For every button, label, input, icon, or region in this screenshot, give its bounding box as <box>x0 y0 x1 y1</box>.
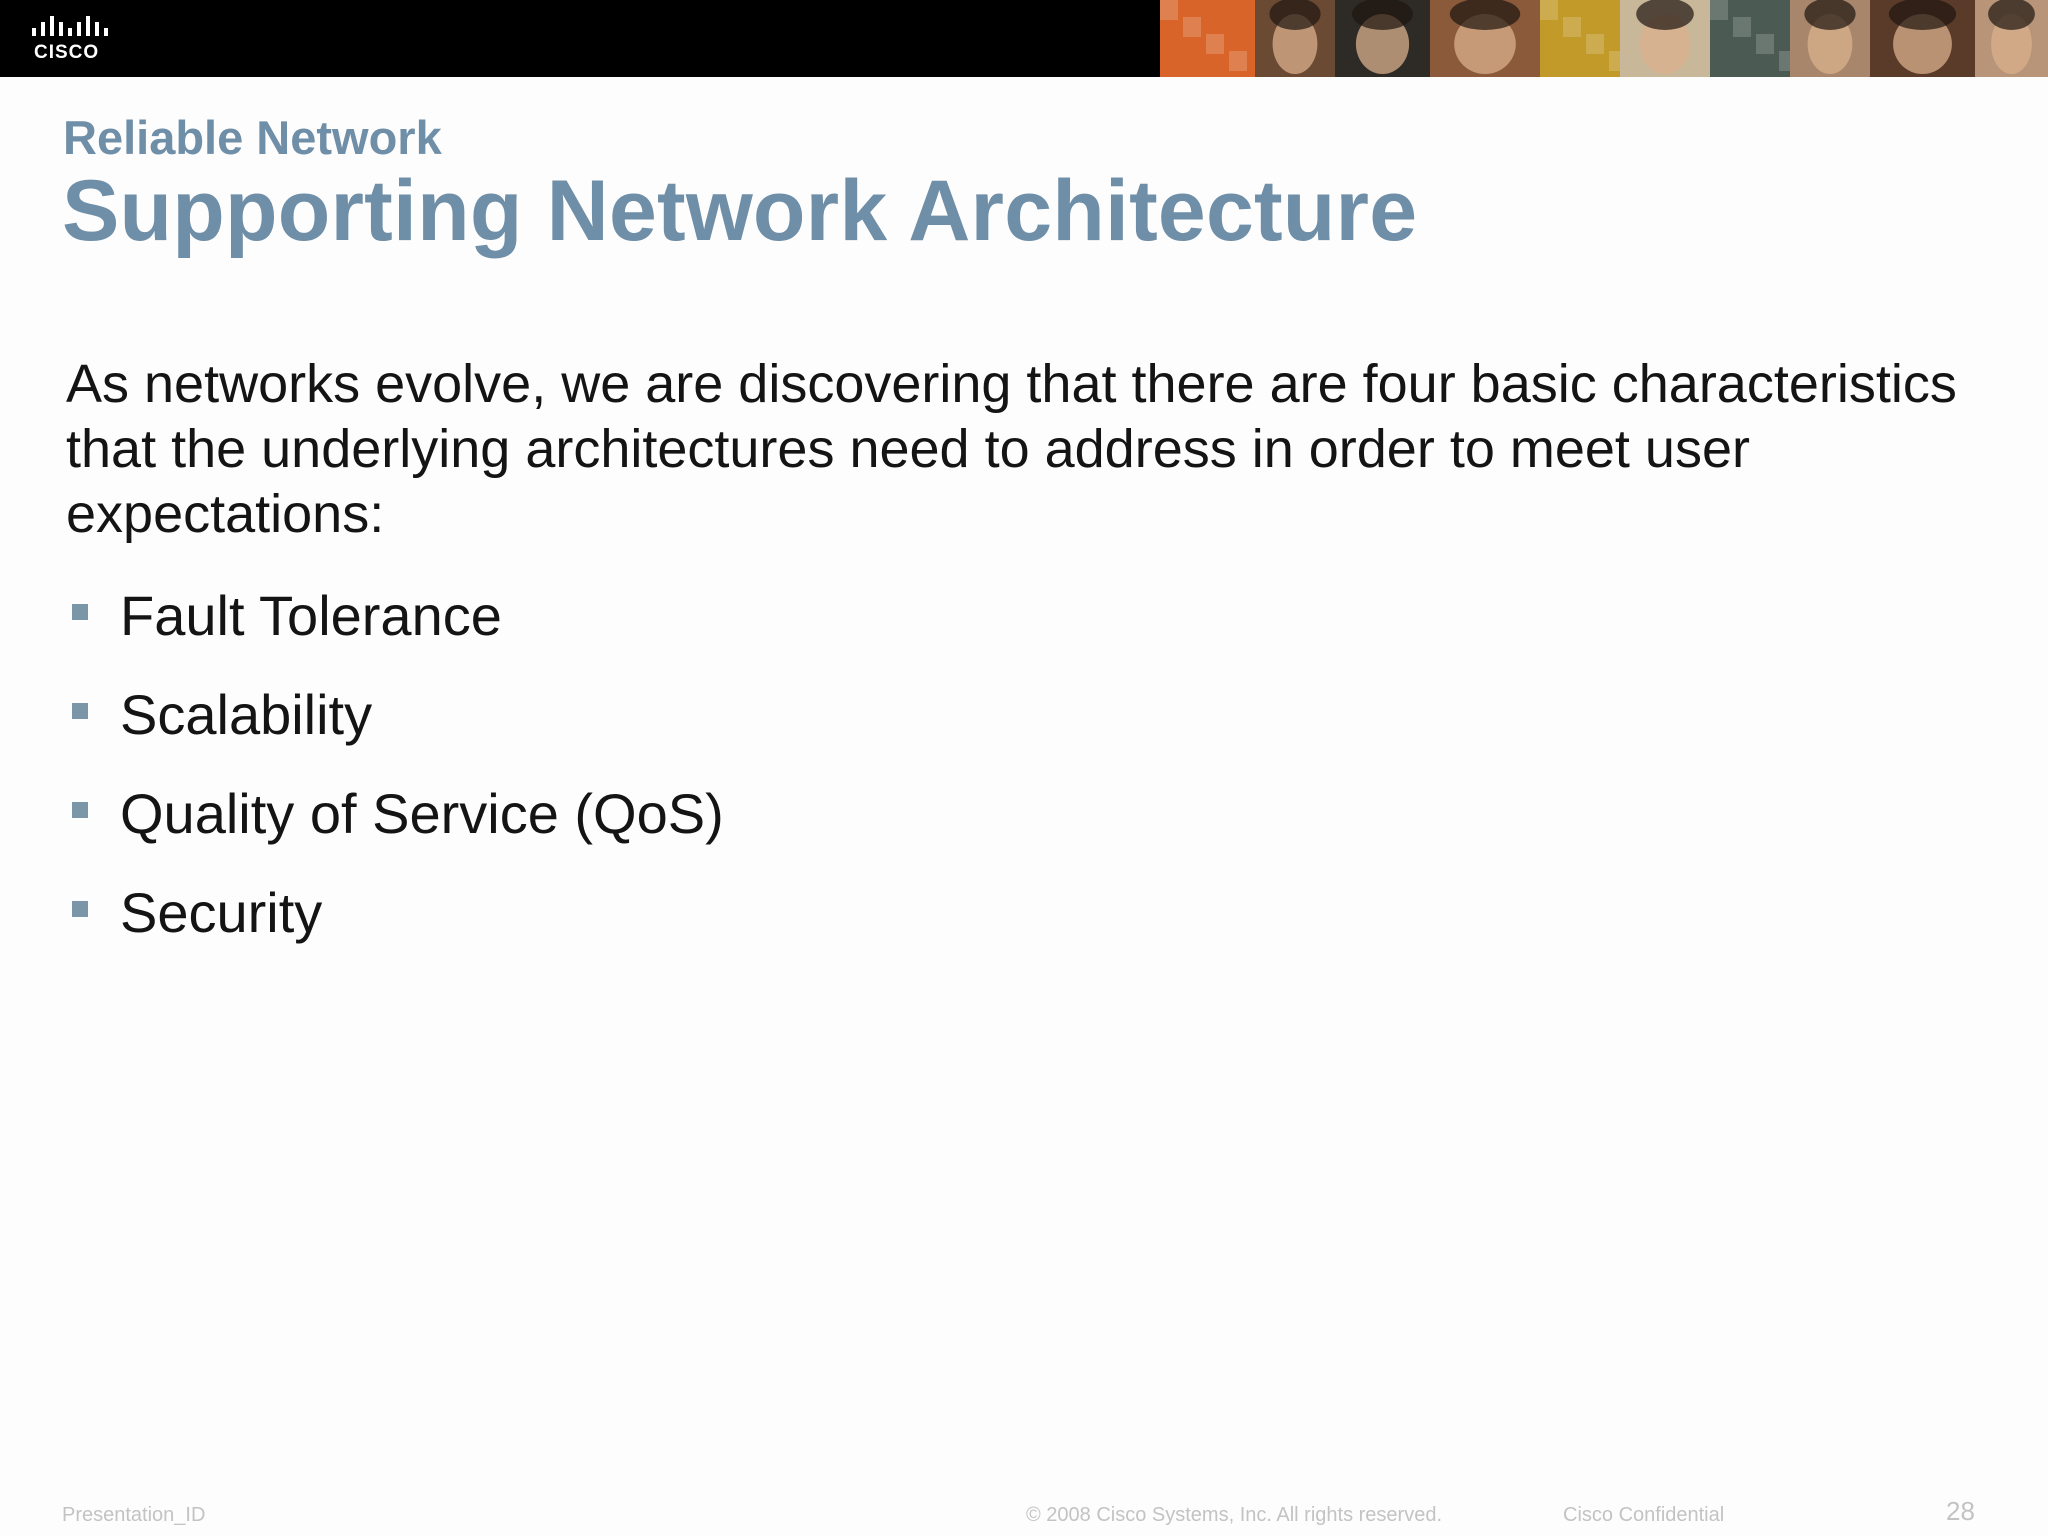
square-bullet-icon <box>72 604 88 620</box>
slide-intro-paragraph: As networks evolve, we are discovering that there are four basic characteristics that the underlying architectures need to address in order to meet user expectations: <box>66 354 1957 544</box>
bullet-text: Fault Tolerance <box>120 584 502 647</box>
woman-headscarf-photo <box>1620 0 1710 77</box>
slide-title: Supporting Network Architecture <box>62 163 1418 259</box>
bullet-text: Security <box>120 881 323 944</box>
abstract-orange-photo <box>1160 0 1255 77</box>
footer-copyright: © 2008 Cisco Systems, Inc. All rights reserved. <box>1026 1504 1443 1526</box>
cisco-logo <box>30 14 116 62</box>
young-man-portrait-photo <box>1430 0 1540 77</box>
bullet-text: Scalability <box>120 683 373 746</box>
bullet-text: Quality of Service (QoS) <box>120 782 724 845</box>
man-cap-portrait-photo <box>1975 0 2048 77</box>
slide-subtitle: Reliable Network <box>63 111 442 164</box>
top-bar <box>0 0 2048 77</box>
cisco-logo-text: CISCO <box>34 42 100 63</box>
square-bullet-icon <box>72 802 88 818</box>
cisco-bridge-bars-icon <box>30 14 116 42</box>
footer-confidential: Cisco Confidential <box>1563 1504 1725 1526</box>
square-bullet-icon <box>72 901 88 917</box>
man-thinking-photo <box>1335 0 1430 77</box>
map-yellow-photo <box>1540 0 1620 77</box>
header-photo-strip <box>1160 0 2048 77</box>
footer-presentation-id: Presentation_ID <box>62 1504 206 1526</box>
man-portrait-photo <box>1870 0 1975 77</box>
page-number: 28 <box>1946 1496 1975 1526</box>
asian-woman-portrait-photo <box>1790 0 1870 77</box>
woman-portrait-photo <box>1255 0 1335 77</box>
square-bullet-icon <box>72 703 88 719</box>
equations-board-photo <box>1710 0 1790 77</box>
